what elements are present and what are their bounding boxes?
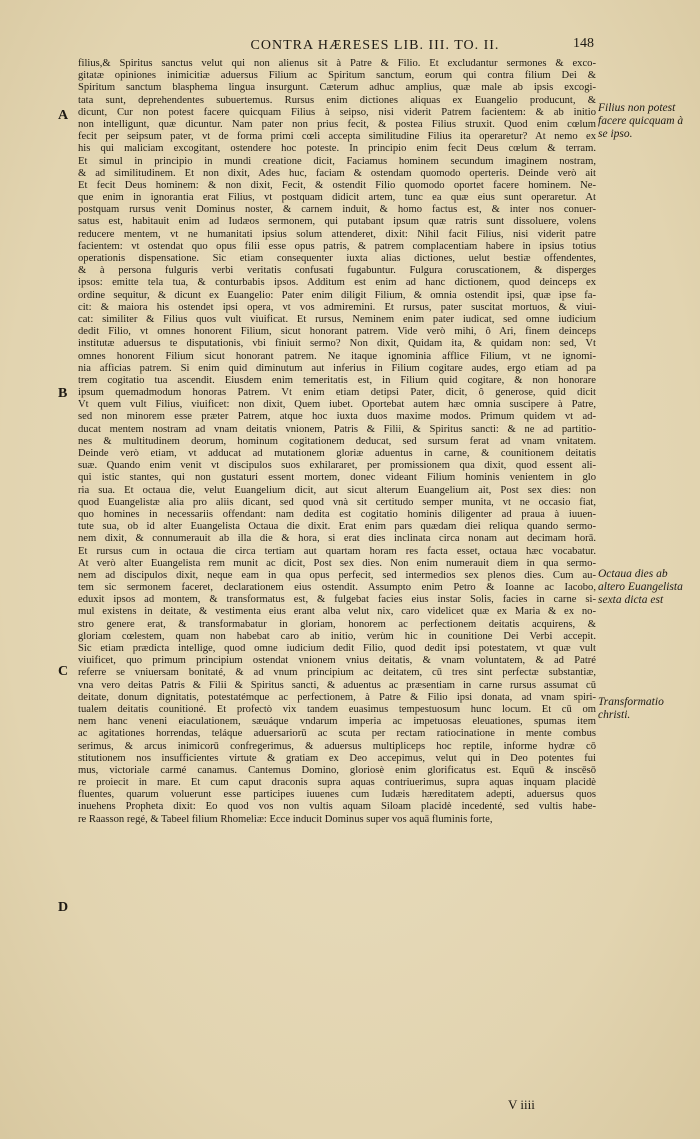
body-line: gitatæ opiniones inimicitiæ aduersus Filium ac Spiritum sanctum, eorum qui contra filium Dei & [78, 70, 596, 82]
margin-note-transformatio: Transformatio christi. [598, 696, 664, 721]
body-line: non intelligunt, quæ dicuntur. Nam pater non prius fecit, & postea Filius struxit. Quod enim cœlum [78, 118, 596, 130]
body-line: ipsum quemadmodum honoras Patrem. Vt enim etiam detipsi Pater, dicit, ô generose, quid dicit [78, 387, 596, 399]
body-line: Deinde verò etiam, vt adducat ad mutationem gloriæ aduentus in carne, & counitionem deitatis [78, 448, 596, 459]
body-line: filius,& Spiritus sanctus velut qui non alienus sit à Patre & Filio. Et excludantur sermones & exco- [78, 58, 596, 69]
body-line: Et simul in principio in mundi creatione dicit, Faciamus hominem secundum imaginem nostram, [78, 155, 596, 167]
section-letter-a: A [58, 108, 69, 123]
body-line: Sic etiam prædicta intellige, quod omne iudicium dedit Filio, quod dedit ipsi potestatem, vt quæ vult [78, 643, 596, 654]
body-line: omnes honorent Filium sicut honorant patrem. Ne itaque ignominia afflice Filium, vt ne ignomi- [78, 350, 596, 362]
section-letter-b: B [58, 386, 68, 401]
body-line: institutæ aduersus te disputationis, vbi finiuit sermo? Non dixit, Quidam ita, & quidam non: sed, Vt [78, 338, 596, 350]
body-line: Spiritum sanctum blasphema lingua insurgunt. Cæterum adhuc amplius, quæ male ab ipsis excogi- [78, 82, 596, 94]
body-line: his qui maliciam excogitant, ostendere hoc poteste. In principio enim fecit Deus cœlum & terram. [78, 143, 596, 155]
body-line: ipsos: emitte tela tua, & conturbabis ipsos. Additum est enim ad hanc dictionem, quod deinceps ex [78, 277, 596, 289]
margin-note-octaua: Octaua dies ab altero Euangelista sexta dicta est [598, 568, 683, 606]
body-line: sed non minorem esse præter Patrem, atque hoc iuxta duos maxime modos. Primum quidem vt ad- [78, 411, 596, 423]
body-line: Et fecit Deus hominem: & non dixit, Fecit, & ostendit Filio quomodo oportet facere hominem. Ne- [78, 179, 596, 191]
body-line: fluentes, quarum voluerunt esse participes iuuenes cum Iudæis hæreditatem adepti, aduersus quos [78, 789, 596, 801]
body-line: Vt quem vult Filius, viuificet: non dixit, Quem iubet. Oportebat autem hæc omnia suscipere à Patre, [78, 399, 596, 411]
section-letter-d: D [58, 900, 69, 915]
body-line: serimus, & arcus inimicorū confregerimus, & aduersus multipliceps hoc reptile, informe hydræ cō [78, 740, 596, 752]
signature-mark: V iiii [508, 1097, 535, 1112]
body-line: reducere mentem, vt ne humanitati ipsius solum attenderet, dixit: Nihil facit Filius, nisi viderit patre [78, 228, 596, 240]
body-line: quo homines in necessariis offendant: nam dedita est cogitatio hominis diligenter ad praua à iuuen- [78, 508, 596, 520]
body-line: mus, victoriale carmé canamus. Cantemus Domino, gloriosè enim glorificatus est. Equū & inscēsō [78, 764, 596, 776]
body-line: que enim in ignorantia erat Filius, vt postquam didicit artem, tunc ea quæ eius sunt operaretur. At [78, 192, 596, 204]
body-line: tem sic sermonem faceret, declarationem eius ostendit. Assumpto enim Petro & Ioanne ac Iacobo, [78, 582, 596, 594]
body-line: dicunt, Cur non potest facere quicquam Filius à seipso, nisi viderit Patrem facientem: & ab initio [78, 106, 596, 118]
body-line: re Raasson regé, & Tabeel filium Rhomeliæ: Ecce inducit Dominus super vos aquā fluminis forte, [78, 813, 493, 825]
body-line: nem ad discipulos dixit, neque eam in qua opus perfecit, sed intermedios sex plenos dies. Cum au- [78, 569, 596, 581]
body-line: nem dixit, & connumerauit ab illa die & hora, si erat dies inclinata circa nonam aut decimam horā. [78, 533, 596, 545]
body-line: nia afficias patrem. Si enim quid diminutum aut inferius in Filium cogitare audes, ergo etiam ad pa [78, 362, 596, 374]
body-line: tute sua, ob id alter Euangelista Octaua die dixit. Erat enim pars quædam diei reliqua quando sermo- [78, 521, 596, 533]
section-letter-c: C [58, 664, 69, 679]
body-line: cit: & maiora his ostendet ipsi opera, vt vos admiremini. Et rursus, pater suscitat mortuos, & viui- [78, 301, 596, 313]
body-line: ordine sequitur, & dicunt ex Euangelio: Pater enim diligit Filium, & omnia ostendit ipsi, quæ ipse fa- [78, 289, 596, 301]
body-line: stitutionem nos insufficientes virtute & gratiam ex Deo accepimus, velut qui in Deo potentes fui [78, 752, 596, 764]
body-line: stro genere erat, & transformabatur in gloriam, honorem ac perfectionem deitatis acquirens, & [78, 618, 596, 630]
running-title: CONTRA HÆRESES LIB. III. TO. II. [250, 38, 500, 53]
body-line: ria sua. Et octaua die, velut Euangelium dicit, aut sicut alterum Euangelium ait, Post sex dies: non [78, 484, 596, 496]
body-line: nes & multitudinem deorum, hominum cogitationem deducat, sed sursum ferat ad vnam vnitatem. [78, 435, 596, 447]
body-line: operationis dispensatione. Sic etiam consequenter iuxta alias dictiones, uelut bestiæ offendentes, [78, 253, 596, 264]
body-line: inuehens Propheta dixit: Eo quod vos non vultis aquam Siloam placidè incedenté, sed vultis habe- [78, 801, 596, 813]
page-number: 148 [573, 36, 594, 51]
body-line: & ad similitudinem. Et non dixit, Ades huc, faciam & ostendam quomodo operteris. Deinde verò ait [78, 167, 596, 179]
body-line: vna vero deitas Patris & Filii & Spiritus sancti, & aduentus ac præsentiam in carne rursus assumat cū [78, 679, 596, 691]
body-line: ducat mentem nostram ad vnam deitatis vnionem, Patris & Filii, & Spiritus sancti: & ne ad partitio- [78, 423, 596, 435]
body-line: tualem deitatis counitioné. Et profectò vix tandem euasimus tempestuosum hunc locum. Et cū om [78, 703, 596, 715]
body-line: facientem: vt ostendat quo opus filii esse opus patris, & patrem complacentiam habere in ipsius totius [78, 240, 596, 252]
body-line: suæ. Quando enim venit vt discipulos suos exhilararet, per promissionem qua dixit, quod essent ali- [78, 460, 596, 472]
body-line: quod Euangelistæ alia pro aliis dicant, sed quod vnà sit certitudo semper munita, vt ne occasio fiat, [78, 496, 596, 508]
body-line: ac agitationes horrendas, teláque aduersariorū ac scuta per rectam ratiocinatione in mente combus [78, 728, 596, 740]
body-line: trem cogitatio tua ascendit. Eiusdem enim temeritatis est, in Filium quid cogitare, & non honorare [78, 374, 596, 386]
body-line: postquam rursus venit Dominus noster, & carnem induit, & homo factus est, & inter nos conuer- [78, 204, 596, 216]
body-line: At verò alter Euangelista rem munit ac dicit, Post sex dies. Non enim numerauit diem in qua sermo- [78, 557, 596, 569]
body-line: eduxit ipsos ad montem, & transformatus est, & fulgebat facies eius instar Solis, facies in carne si- [78, 594, 596, 606]
body-line: satus est, habitauit enim ad Iudæos sermonem, qui putabant ipsum quæ ratris sunt dissoluere, volens [78, 216, 596, 228]
margin-note-filius: Filius non potest facere quicquam à se ipso. [598, 102, 684, 140]
body-line: gloriam cœlestem, quam non habebat caro ab initio, verùm hic in counitione Dei Verbi accepit. [78, 630, 596, 642]
body-line: qui istic stantes, qui non gustaturi essent mortem, donec videant Filium hominis venientem in glo [78, 472, 596, 484]
body-line: deitate, donum dignitatis, potestatémque ac perfectionem, à Patre & Filio ipsi donata, ad vnam spiri- [78, 691, 596, 703]
body-line: Et rursus cum in octaua die circa tertiam aut quartam horam res facta esset, octaua hæc vocabatur. [78, 545, 596, 557]
body-line: re proiecit in mare. Et cum caput draconis supra aquas contriuerimus, supra aquas inquam placidè [78, 777, 596, 789]
body-line: mul existens in deitate, & vestimenta eius erant alba velut nix, caro videlicet quæ ex Maria & ex no- [78, 606, 596, 618]
body-line: tata sunt, deprehendentes subuertemus. Rursus enim dictiones aliquas ex Euangelio producunt, & [78, 94, 596, 106]
body-line: viuificet, quo primum principium ostendat vnionem vnius deitatis, & vnam voluntatem, & ad Patré [78, 655, 596, 667]
body-line: dedit Filio, vt omnes honorent Filium, sicut honorant patrem. Vide verò mihi, ô Ari, finem deinceps [78, 326, 596, 338]
body-line: referre se vniuersam bonitaté, & ad vnum principium ac deitatem, cū tres sint perfectæ substantiæ, [78, 667, 596, 679]
body-line: & à persona fulguris verbi veritatis confusati fugabuntur. Fulgura coruscationem, & disperges [78, 265, 596, 277]
body-line: cat: similiter & Filius quos vult viuificat. Et rursus, Neminem enim pater iudicat, sed omne iudicium [78, 313, 596, 325]
body-line: nem hanc veneni eiaculationem, sæuáque vndarum imperia ac impetuosas eleuationes, spumas item [78, 716, 596, 728]
body-text [78, 58, 596, 826]
body-line: fecit per seipsum pater, vt de forma primi cœli accepta similitudine Filius ita operaretur? At nemo ex [78, 131, 596, 143]
